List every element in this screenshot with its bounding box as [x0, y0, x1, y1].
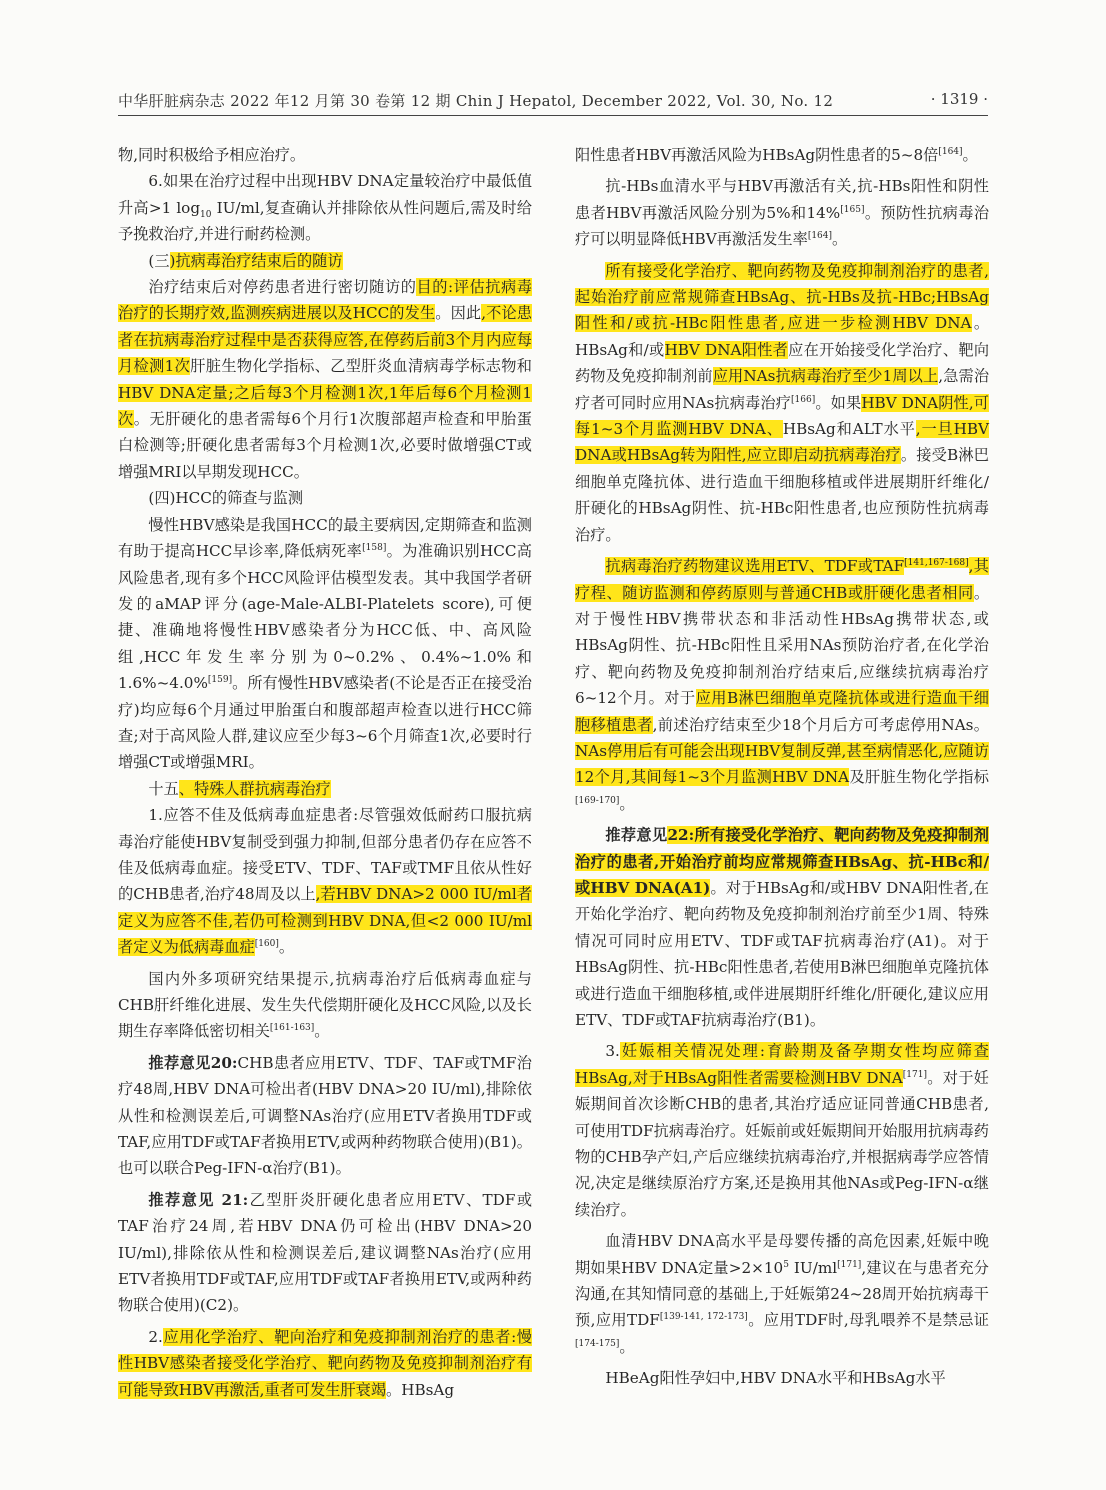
section-heading: 十五、特殊人群抗病毒治疗: [148, 779, 331, 798]
journal-citation: 中华肝脏病杂志 2022 年12 月第 30 卷第 12 期 Chin J Hepatol, December 2022, Vol. 30, No. 12: [118, 92, 834, 110]
paragraph: 物,同时积极给予相应治疗。: [118, 146, 306, 164]
paragraph: HBeAg阳性孕妇中,HBV DNA水平和HBsAg水平: [605, 1369, 946, 1388]
right-column: [575, 142, 989, 1392]
paragraph: 血清HBV DNA高水平是母婴传播的高危因素,妊娠中晚期如果HBV DNA定量$>2\times 10^5$ IU/ml[171],建议在与患者充分沟通,在其知情同意的基础上,于妊娠第24~28周开始抗病毒干预,应用TDF[139-141, 172-173]。应用TDF时,母乳喂养不是禁忌证[174-175]。: [575, 1232, 989, 1356]
paragraph: 抗-HBs血清水平与HBV再激活有关,抗-HBs阳性和阴性患者HBV再激活风险分别为5%和14%[165]。预防性抗病毒治疗可以明显降低HBV再激活发生率[164]。: [575, 177, 990, 249]
paragraph: 2.应用化学治疗、靶向治疗和免疫抑制剂治疗的患者:慢性HBV感染者接受化学治疗、靶向药物及免疫抑制剂治疗有可能导致HBV再激活,重者可发生肝衰竭。HBsAg: [118, 1327, 532, 1399]
paragraph: 6.如果在治疗过程中出现HBV DNA定量较治疗中最低值升高>1 $\log_{10} IU/ml$,复查确认并排除依从性问题后,需及时给予挽救治疗,并进行耐药检测。: [118, 172, 532, 244]
page-number: · 1319 ·: [930, 90, 988, 108]
paragraph: 慢性HBV感染是我国HCC的最主要病因,定期筛查和监测有助于提高HCC早诊率,降低病死率[158]。为准确识别HCC高风险患者,现有多个HCC风险评估模型发表。其中我国学者研发的aMAP评分(age-Male-ALBI-Platelets score),可便捷、准确地将慢性HBV感染者分为HCC低、中、高风险组,HCC年发生率分别为0~0.2%、0.4%~1.0%和1.6%~4.0%[159]。所有慢性HBV感染者(不论是否正在接受治疗)均应每6个月通过甲胎蛋白和腹部超声检查以进行HCC筛查;对于高风险人群,建议应至少每3~6个月筛查1次,必要时行增强CT或增强MRI。: [118, 515, 532, 772]
recommendation-20: 推荐意见20:CHB患者应用ETV、TDF、TAF或TMF治疗48周,HBV DNA可检出者(HBV DNA>20 IU/ml),排除依从性和检测误差后,可调整NAs治疗(应用ETV者换用TDF或TAF,应用TDF或TAF者换用ETV,或两种药物联合使用)(B1)。也可以联合Peg-IFN-α治疗(B1)。: [118, 1053, 532, 1178]
recommendation-21: 推荐意见 21:乙型肝炎肝硬化患者应用ETV、TDF或TAF治疗24周,若HBV DNA仍可检出(HBV DNA>20 IU/ml),排除依从性和检测误差后,建议调整NAs治疗(应用ETV者换用TDF或TAF,应用TDF或TAF者换用ETV,或两种药物联合使用)(C2)。: [118, 1190, 533, 1315]
paragraph: 1.应答不佳及低病毒血症患者:尽管强效低耐药口服抗病毒治疗能使HBV复制受到强力抑制,但部分患者仍存在应答不佳及低病毒血症。接受ETV、TDF、TAF或TMF且依从性好的CHB患者,治疗48周及以上,若HBV DNA>2 000 IU/ml者定义为应答不佳,若仍可检测到HBV DNA,但<2 000 IU/ml者定义为低病毒血症[160]。: [118, 806, 532, 957]
paragraph: 治疗结束后对停药患者进行密切随访的目的:评估抗病毒治疗的长期疗效,监测疾病进展以及HCC的发生。因此,不论患者在抗病毒治疗过程中是否获得应答,在停药后前3个月内应每月检测1次肝脏生物化学指标、乙型肝炎血清病毒学标志物和HBV DNA定量;之后每3个月检测1次,1年后每6个月检测1次。无肝硬化的患者需每6个月行1次腹部超声检查和甲胎蛋白检测等;肝硬化患者需每3个月检测1次,必要时做增强CT或增强MRI以早期发现HCC。: [118, 278, 532, 481]
section-heading: (三)抗病毒治疗结束后的随访: [148, 251, 343, 270]
running-header: [118, 86, 988, 116]
left-column: [118, 142, 532, 1403]
paragraph: 抗病毒治疗药物建议选用ETV、TDF或TAF[141,167-168],其疗程、随访监测和停药原则与普通CHB或肝硬化患者相同。对于慢性HBV携带状态和非活动性HBsAg携带状态,或HBsAg阴性、抗-HBc阳性且采用NAs预防治疗者,在化学治疗、靶向药物及免疫抑制剂治疗结束后,应继续抗病毒治疗6~12个月。对于应用B淋巴细胞单克隆抗体或进行造血干细胞移植患者,前述治疗结束至少18个月后方可考虑停用NAs。NAs停用后有可能会出现HBV复制反弹,甚至病情恶化,应随访12个月,其间每1~3个月监测HBV DNA及肝脏生物化学指标[169-170]。: [575, 557, 989, 813]
paragraph: 所有接受化学治疗、靶向药物及免疫抑制剂治疗的患者,起始治疗前应常规筛查HBsAg、抗-HBs及抗-HBc;HBsAg阳性和/或抗-HBc阳性患者,应进一步检测HBV DNA。HBsAg和/或HBV DNA阳性者应在开始接受化学治疗、靶向药物及免疫抑制剂前应用NAs抗病毒治疗至少1周以上,急需治疗者可同时应用NAs抗病毒治疗[166]。如果HBV DNA阴性,可每1~3个月监测HBV DNA、HBsAg和ALT水平,一旦HBV DNA或HBsAg转为阳性,应立即启动抗病毒治疗。接受B淋巴细胞单克隆抗体、进行造血干细胞移植或伴进展期肝纤维化/肝硬化的HBsAg阴性、抗-HBc阳性患者,也应预防性抗病毒治疗。: [575, 261, 990, 544]
section-heading: (四)HCC的筛查与监测: [148, 489, 304, 508]
paragraph: 3.妊娠相关情况处理:育龄期及备孕期女性均应筛查HBsAg,对于HBsAg阳性者需要检测HBV DNA[171]。对于妊娠期间首次诊断CHB的患者,其治疗适应证同普通CHB患者,可使用TDF抗病毒治疗。妊娠前或妊娠期间开始服用抗病毒药物的CHB孕产妇,产后应继续抗病毒治疗,并根据病毒学应答情况,决定是继续原治疗方案,还是换用其他NAs或Peg-IFN-α继续治疗。: [575, 1042, 989, 1219]
recommendation-22: 推荐意见22:所有接受化学治疗、靶向药物及免疫抑制剂治疗的患者,开始治疗前均应常规筛查HBsAg、抗-HBc和/或HBV DNA(A1)。对于HBsAg和/或HBV DNA阳性者,在开始化学治疗、靶向药物及免疫抑制剂治疗前至少1周、特殊情况可同时应用ETV、TDF或TAF抗病毒治疗(A1)。对于HBsAg阴性、抗-HBc阳性患者,若使用B淋巴细胞单克隆抗体或进行造血干细胞移植,或伴进展期肝纤维化/肝硬化,建议应用ETV、TDF或TAF抗病毒治疗(B1)。: [575, 826, 989, 1029]
paragraph: 国内外多项研究结果提示,抗病毒治疗后低病毒血症与CHB肝纤维化进展、发生失代偿期肝硬化及HCC风险,以及长期生存率降低密切相关[161-163]。: [118, 969, 532, 1041]
header-rule: [118, 115, 988, 116]
paragraph: 阳性患者HBV再激活风险为HBsAg阴性患者的5~8倍[164]。: [575, 146, 978, 164]
